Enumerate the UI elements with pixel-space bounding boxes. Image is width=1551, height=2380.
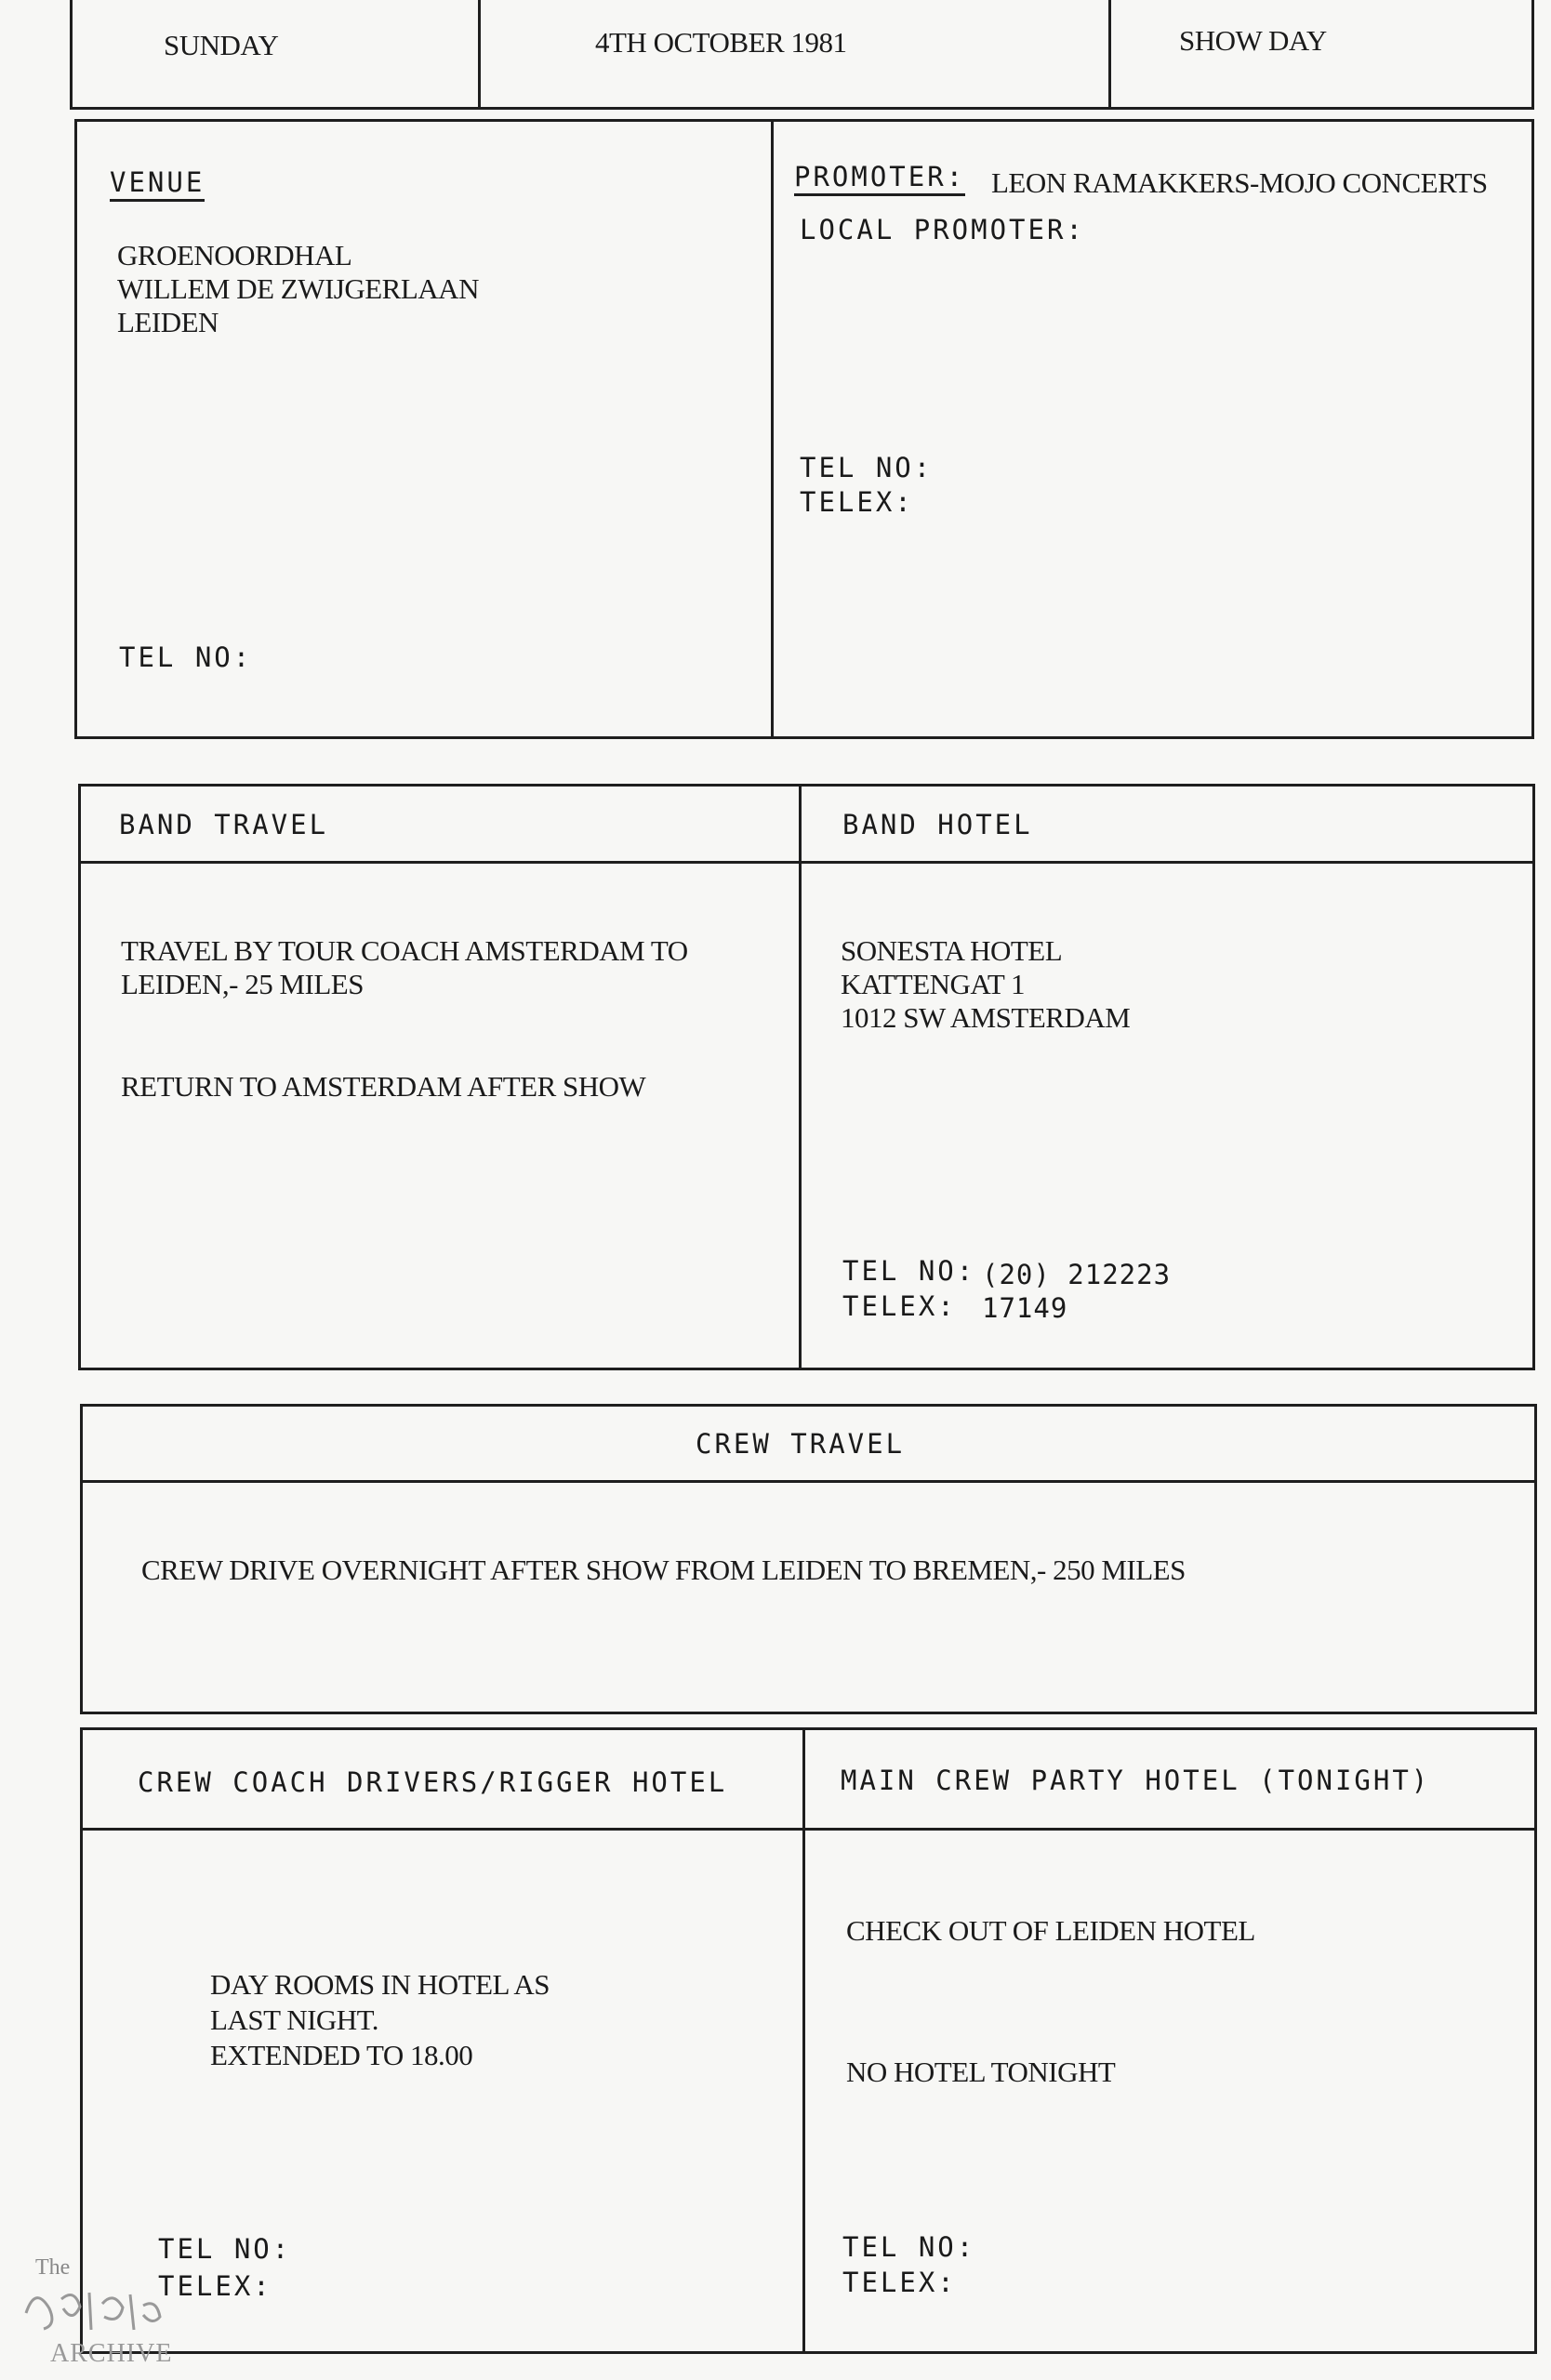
main-crew-telex-label: TELEX:: [842, 2267, 957, 2298]
main-crew-line-2: NO HOTEL TONIGHT: [846, 2056, 1116, 2088]
header-day: SUNDAY: [164, 29, 279, 61]
crew-travel-text: CREW DRIVE OVERNIGHT AFTER SHOW FROM LEIDEN TO BREMEN,- 250 MILES: [141, 1554, 1186, 1586]
header-type: SHOW DAY: [1179, 24, 1327, 57]
crew-travel-heading: CREW TRAVEL: [696, 1428, 906, 1460]
venue-tel-label: TEL NO:: [119, 641, 253, 673]
band-travel-line-2: LEIDEN,- 25 MILES: [121, 968, 364, 1000]
main-crew-line-1: CHECK OUT OF LEIDEN HOTEL: [846, 1914, 1255, 1947]
main-crew-tel-label: TEL NO:: [842, 2231, 976, 2263]
band-hotel-line-2: KATTENGAT 1: [841, 968, 1025, 1000]
band-hotel-telex-value: 17149: [982, 1292, 1068, 1324]
band-hotel-heading: BAND HOTEL: [842, 809, 1033, 840]
crew-coach-line-3: EXTENDED TO 18.00: [210, 2039, 473, 2071]
archive-logo-icon: [17, 2248, 193, 2369]
crew-coach-telex-label: TELEX:: [158, 2270, 272, 2302]
venue-line-3: LEIDEN: [117, 306, 219, 338]
local-promoter-label: LOCAL PROMOTER:: [800, 214, 1085, 245]
watermark-the: The: [35, 2255, 71, 2280]
main-crew-hotel-heading: MAIN CREW PARTY HOTEL (TONIGHT): [841, 1765, 1431, 1796]
band-hotel-tel-label: TEL NO:: [842, 1255, 976, 1287]
header-date: 4TH OCTOBER 1981: [595, 26, 847, 59]
promoter-tel-label: TEL NO:: [800, 452, 934, 483]
venue-heading: VENUE: [110, 167, 205, 202]
band-hotel-tel-value: (20) 212223: [982, 1259, 1172, 1290]
venue-line-2: WILLEM DE ZWIJGERLAAN: [117, 272, 479, 305]
band-hotel-line-3: 1012 SW AMSTERDAM: [841, 1001, 1131, 1034]
crew-coach-line-1: DAY ROOMS IN HOTEL AS: [210, 1968, 550, 2001]
crew-coach-line-2: LAST NIGHT.: [210, 2003, 379, 2036]
crew-coach-hotel-heading: CREW COACH DRIVERS/RIGGER HOTEL: [138, 1766, 728, 1798]
promoter-name: LEON RAMAKKERS-MOJO CONCERTS: [991, 166, 1488, 199]
band-hotel-telex-label: TELEX:: [842, 1290, 957, 1322]
watermark-archive: ARCHIVE: [50, 2339, 173, 2368]
band-travel-return: RETURN TO AMSTERDAM AFTER SHOW: [121, 1070, 646, 1103]
venue-line-1: GROENOORDHAL: [117, 239, 352, 271]
band-hotel-line-1: SONESTA HOTEL: [841, 934, 1063, 967]
crew-coach-tel-label: TEL NO:: [158, 2233, 292, 2265]
promoter-telex-label: TELEX:: [800, 486, 914, 518]
promoter-label: PROMOTER:: [794, 162, 965, 196]
band-travel-line-1: TRAVEL BY TOUR COACH AMSTERDAM TO: [121, 934, 688, 967]
band-travel-heading: BAND TRAVEL: [119, 809, 329, 840]
